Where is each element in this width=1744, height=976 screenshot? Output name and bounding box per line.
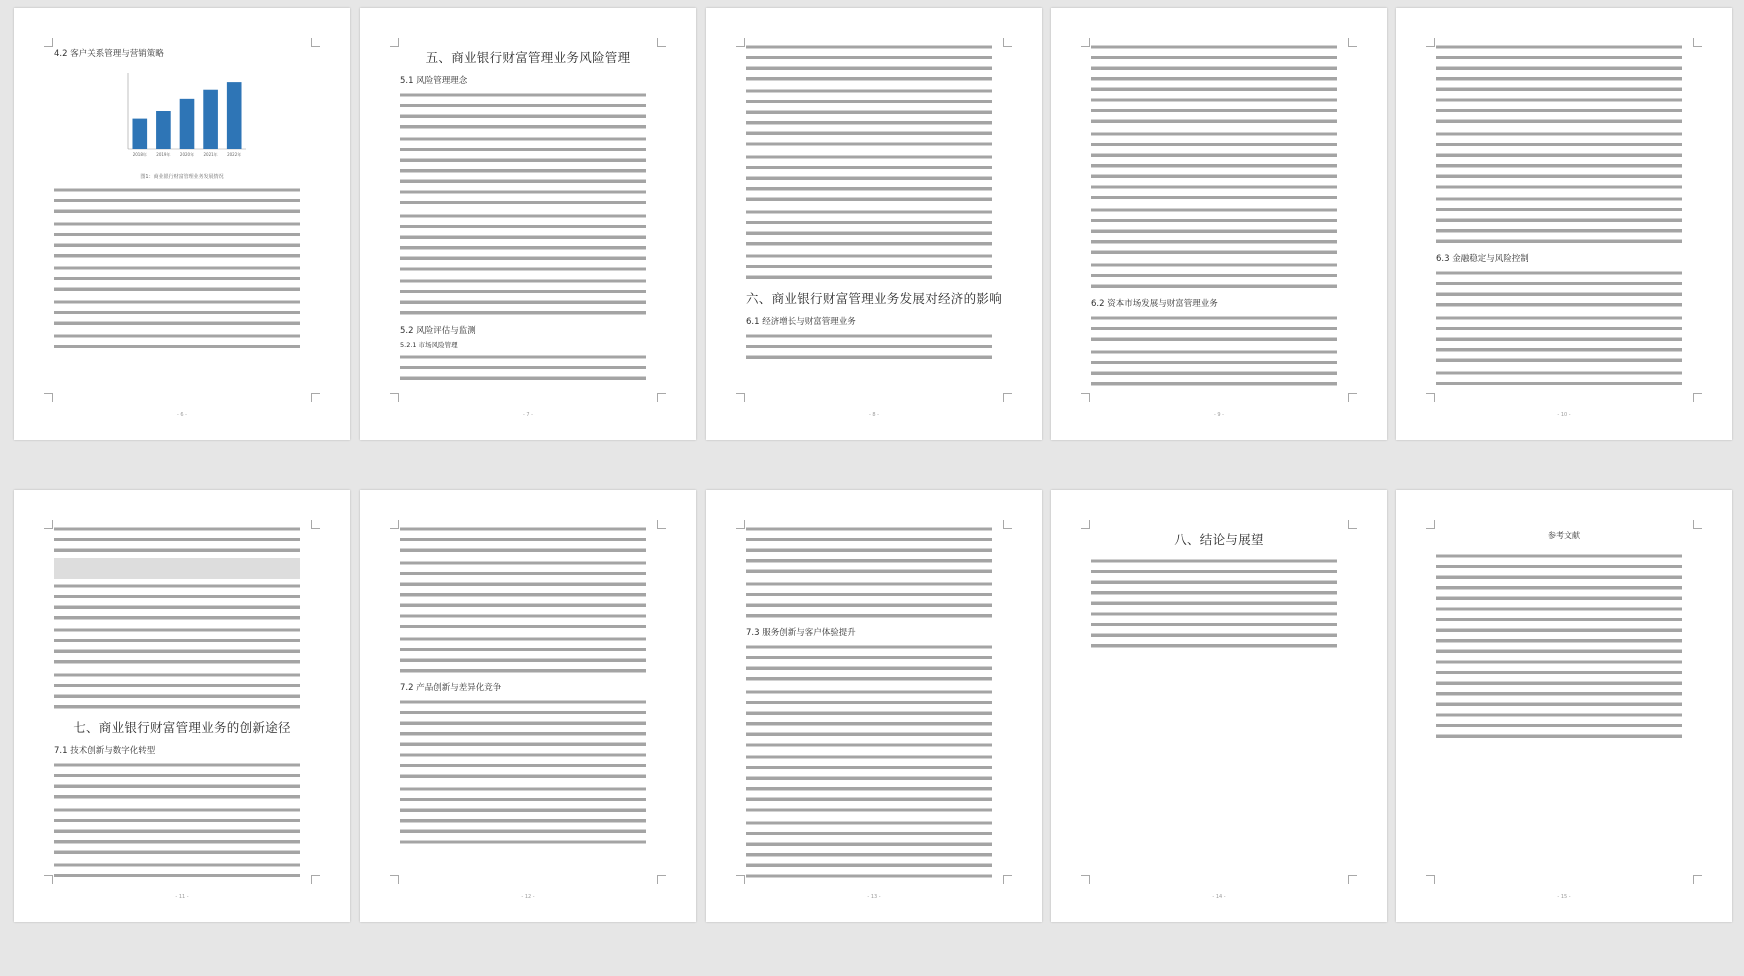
paragraph	[1436, 313, 1692, 366]
paragraph	[746, 579, 1002, 621]
figure-caption: 图1：商业银行财富管理业务发展情况	[140, 174, 224, 180]
paragraph	[1091, 42, 1347, 127]
page-number: - 12 -	[521, 894, 535, 900]
chart-plot	[112, 69, 252, 165]
paragraph	[746, 687, 1002, 751]
crop-mark	[1348, 393, 1357, 402]
crop-mark	[1081, 875, 1090, 884]
bar-chart	[112, 63, 252, 171]
document-page	[1051, 8, 1387, 440]
crop-mark	[44, 38, 53, 47]
paragraph	[746, 331, 1002, 363]
paragraph	[746, 818, 1002, 878]
page-number: - 13 -	[867, 894, 881, 900]
paragraph	[746, 42, 1002, 84]
section-heading: 7.3 服务创新与客户体验提升	[746, 628, 856, 639]
crop-mark	[44, 393, 53, 402]
chapter-title: 七、商业银行财富管理业务的创新途径	[73, 720, 291, 736]
chapter-title: 八、结论与展望	[1174, 532, 1264, 547]
document-page	[706, 8, 1042, 440]
paragraph	[746, 642, 1002, 684]
paragraph	[54, 219, 310, 261]
paragraph	[400, 211, 656, 275]
paragraph	[1436, 194, 1692, 247]
section-heading: 7.1 技术创新与数字化转型	[54, 746, 156, 757]
paragraph	[400, 352, 656, 384]
paragraph	[54, 524, 310, 556]
section-heading: 6.1 经济增长与财富管理业务	[746, 317, 856, 328]
paragraph	[1436, 268, 1692, 310]
paragraph	[746, 251, 1002, 283]
document-page	[360, 490, 696, 922]
paragraph	[54, 860, 310, 878]
paragraph	[1436, 129, 1692, 193]
crop-mark	[1693, 393, 1702, 402]
section-heading: 5.1 风险管理理念	[400, 76, 468, 86]
section-heading: 6.2 资本市场发展与财富管理业务	[1091, 298, 1218, 309]
paragraph	[400, 90, 656, 132]
crop-mark	[657, 38, 666, 47]
document-page	[14, 8, 350, 440]
reference-list	[1436, 551, 1692, 742]
paragraph	[746, 524, 1002, 577]
crop-mark	[1003, 520, 1012, 529]
crop-mark	[657, 520, 666, 529]
crop-mark	[390, 875, 399, 884]
paragraph	[1436, 368, 1692, 389]
crop-mark	[1693, 38, 1702, 47]
paragraph	[54, 670, 310, 712]
crop-mark	[736, 520, 745, 529]
chart-bar	[227, 82, 242, 149]
page-number: - 15 -	[1557, 894, 1571, 900]
paragraph	[400, 276, 656, 318]
paragraph	[400, 134, 656, 208]
crop-mark	[311, 38, 320, 47]
crop-mark	[736, 38, 745, 47]
x-tick-label: 2021年	[203, 152, 218, 157]
crop-mark	[736, 875, 745, 884]
paragraph	[400, 784, 656, 848]
crop-mark	[1348, 38, 1357, 47]
paragraph	[746, 86, 1002, 150]
crop-mark	[1348, 875, 1357, 884]
crop-mark	[1348, 520, 1357, 529]
crop-mark	[311, 393, 320, 402]
chapter-title: 六、商业银行财富管理业务发展对经济的影响	[746, 291, 1002, 307]
paragraph	[1091, 205, 1347, 258]
paragraph	[400, 558, 656, 632]
crop-mark	[44, 875, 53, 884]
crop-mark	[390, 38, 399, 47]
paragraph	[54, 331, 310, 352]
crop-mark	[1426, 875, 1435, 884]
paragraph	[54, 805, 310, 858]
page-number: - 14 -	[1212, 894, 1226, 900]
paragraph	[746, 752, 1002, 816]
x-tick-label: 2020年	[179, 152, 195, 157]
crop-mark	[390, 393, 399, 402]
paragraph	[54, 297, 310, 329]
crop-mark	[657, 875, 666, 884]
page-number: - 10 -	[1557, 412, 1571, 418]
crop-mark	[311, 875, 320, 884]
paragraph	[1091, 556, 1347, 651]
crop-mark	[1081, 38, 1090, 47]
crop-mark	[657, 393, 666, 402]
document-page	[706, 490, 1042, 922]
x-tick-label: 2019年	[156, 152, 171, 157]
references-title: 参考文献	[1548, 531, 1580, 540]
paragraph	[54, 185, 310, 217]
paragraph	[400, 697, 656, 782]
section-heading: 7.2 产品创新与差异化竞争	[400, 683, 502, 694]
crop-mark	[1003, 393, 1012, 402]
document-page	[1396, 490, 1732, 922]
document-page	[360, 8, 696, 440]
crop-mark	[1003, 875, 1012, 884]
crop-mark	[1081, 520, 1090, 529]
crop-mark	[1426, 38, 1435, 47]
crop-mark	[1426, 520, 1435, 529]
document-page	[1051, 490, 1387, 922]
paragraph	[746, 207, 1002, 249]
paragraph	[1091, 347, 1347, 389]
crop-mark	[736, 393, 745, 402]
paragraph	[1091, 129, 1347, 203]
chapter-title: 五、商业银行财富管理业务风险管理	[425, 50, 631, 65]
x-tick-label: 2022年	[227, 152, 242, 157]
subsection-heading: 5.2.1 市场风险管理	[400, 340, 458, 349]
page-number: - 9 -	[1214, 412, 1224, 418]
document-page	[1396, 8, 1732, 440]
chart-bar	[156, 111, 171, 149]
section-heading: 5.2 风险评估与监测	[400, 325, 476, 336]
crop-mark	[1003, 38, 1012, 47]
paragraph	[54, 263, 310, 295]
paragraph	[54, 625, 310, 667]
crop-mark	[1693, 520, 1702, 529]
paragraph	[400, 524, 656, 556]
paragraph	[54, 760, 310, 802]
paragraph	[54, 581, 310, 623]
crop-mark	[1426, 393, 1435, 402]
crop-mark	[44, 520, 53, 529]
chart-bar	[132, 119, 147, 149]
page-number: - 11 -	[175, 894, 189, 900]
crop-mark	[390, 520, 399, 529]
chart-bar	[203, 90, 218, 149]
crop-mark	[1693, 875, 1702, 884]
paragraph	[1436, 42, 1692, 127]
page-number: - 6 -	[177, 412, 187, 418]
paragraph	[1091, 313, 1347, 345]
section-heading: 4.2 客户关系管理与营销策略	[54, 49, 164, 59]
selected-text-block	[54, 558, 310, 579]
page-number: - 7 -	[523, 412, 533, 418]
chart-bar	[180, 99, 195, 149]
document-page	[14, 490, 350, 922]
crop-mark	[311, 520, 320, 529]
x-tick-label: 2018年	[132, 152, 147, 157]
paragraph	[746, 152, 1002, 205]
section-heading: 6.3 金融稳定与风险控制	[1436, 254, 1529, 265]
page-number: - 8 -	[869, 412, 879, 418]
paragraph	[400, 634, 656, 676]
paragraph	[1091, 260, 1347, 292]
crop-mark	[1081, 393, 1090, 402]
